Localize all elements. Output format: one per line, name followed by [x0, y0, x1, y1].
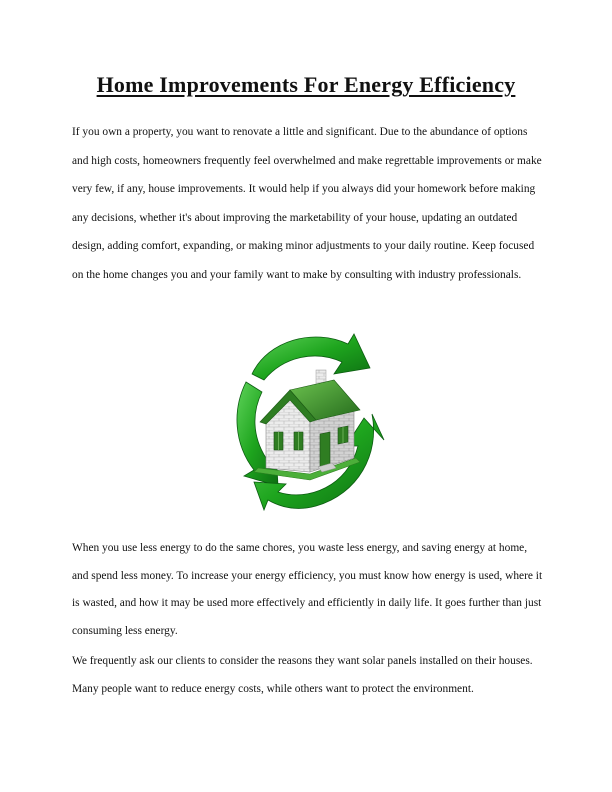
top-arrow-shape — [252, 334, 370, 380]
energy-paragraph: When you use less energy to do the same chores, you waste less energy, and saving energy at home, and spend less money. To increase your energy efficiency, you must know how energy is used, where it is wasted, and how it may be used more effectively and efficiently in daily life. It goes further than just consuming less energy. — [72, 542, 543, 638]
solar-paragraph: We frequently ask our clients to consider the reasons they want solar panels installed on their houses. Many people want to reduce energy costs, while others want to protect the environment. — [72, 655, 533, 695]
page-title: Home Improvements For Energy Efficiency — [96, 72, 516, 97]
side-door — [320, 432, 330, 467]
intro-paragraph: If you own a property, you want to renovate a little and significant. Due to the abundance of options and high costs, homeowners frequently feel overwhelmed and make regrettable improvements or make very few, if any, house improvements. It would help if you always did your homework before making any decisions, whether it's about improving the marketability of your house, updating an outdated design, adding comfort, expanding, or making minor adjustments to your daily routine. Keep focused on the home changes you and your family want to make by consulting with industry professionals. — [72, 126, 542, 281]
eco-house-illustration — [224, 322, 388, 522]
eco-house-with-green-arrows-icon — [224, 322, 388, 522]
